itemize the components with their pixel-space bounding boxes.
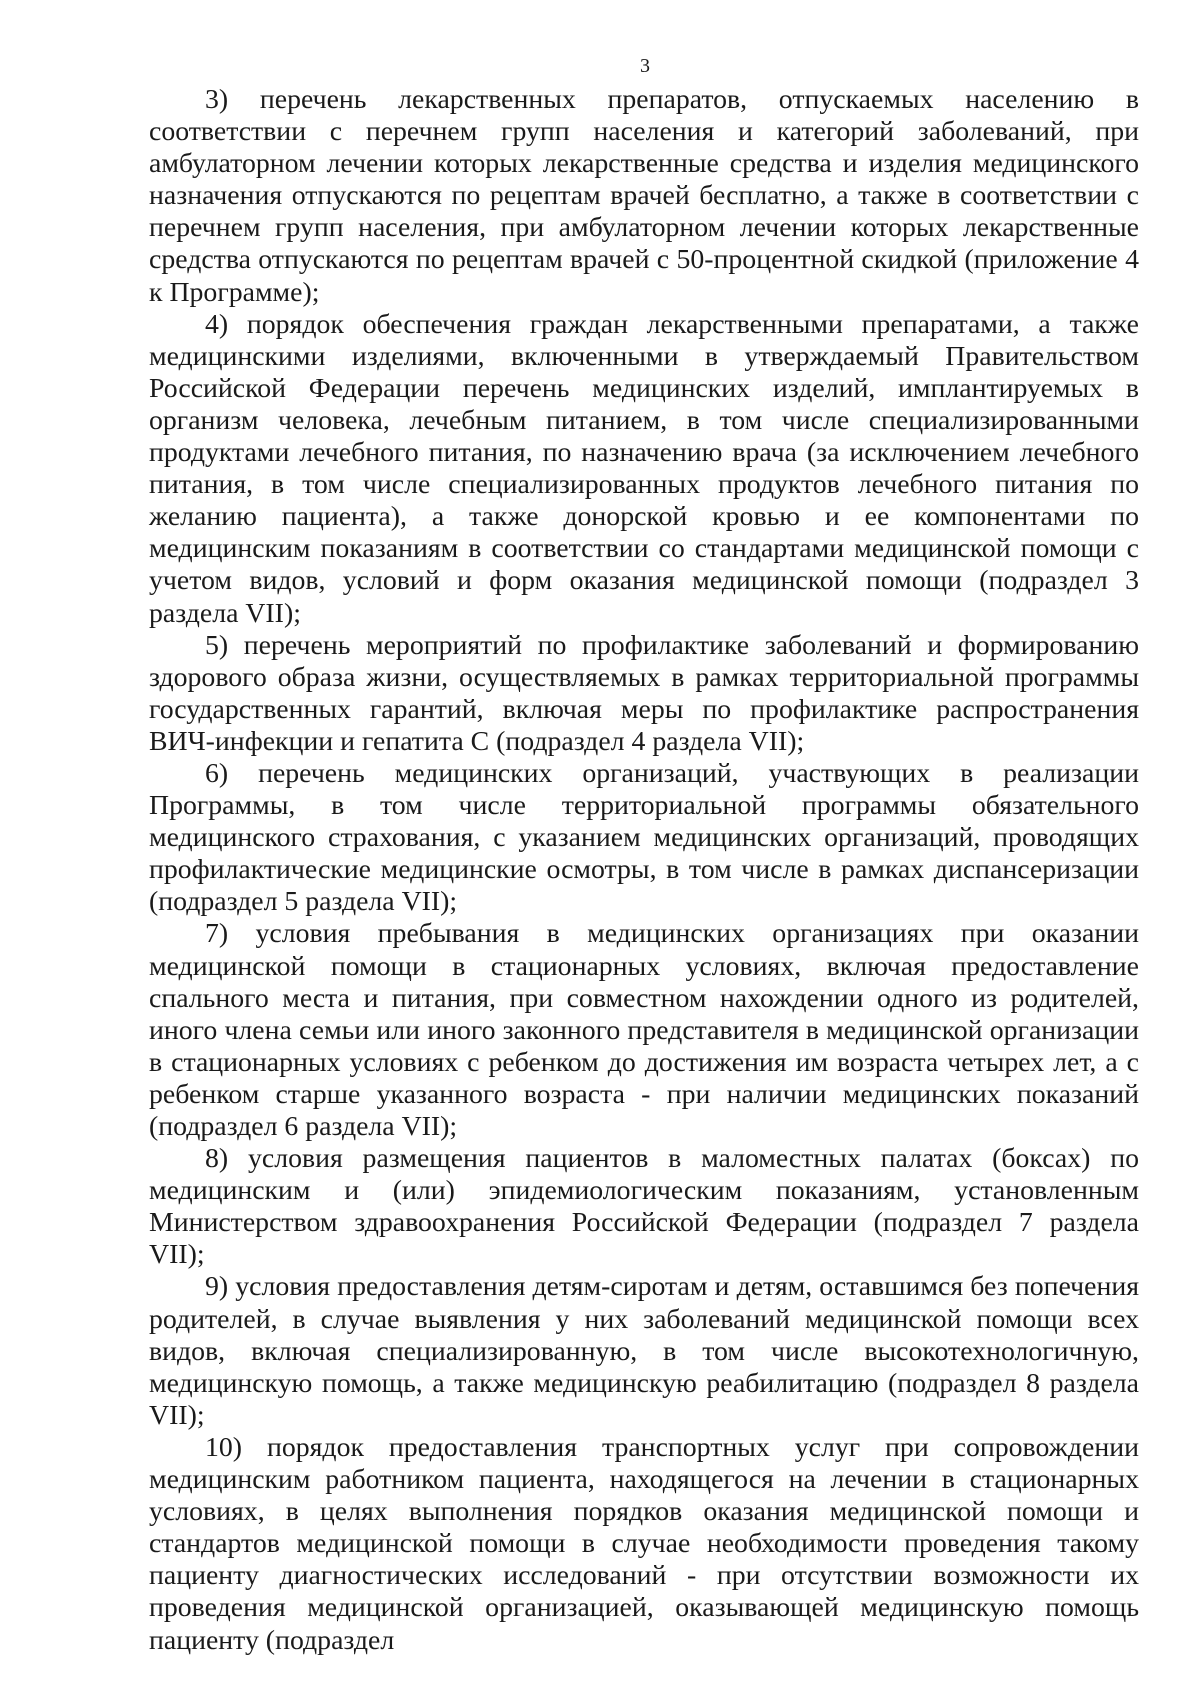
paragraph-item-3: 3) перечень лекарственных препаратов, отпускаемых населению в соответствии с перечнем групп населения и категорий заболеваний, при амбулаторном лечении которых лекарственные средства и изделия медицинского назначения отпускаются по рецептам врачей бесплатно, а также в соответствии с перечнем групп населения, при амбулаторном лечении которых лекарственные средства отпускаются по рецептам врачей с 50-процентной скидкой (приложение 4 к Программе); bbox=[149, 84, 1139, 308]
paragraph-item-6: 6) перечень медицинских организаций, участвующих в реализации Программы, в том числе территориальной программы обязательного медицинского страхования, с указанием медицинских организаций, проводящих профилактические медицинские осмотры, в том числе в рамках диспансеризации (подраздел 5 раздела VII); bbox=[149, 757, 1139, 918]
paragraph-item-4: 4) порядок обеспечения граждан лекарственными препаратами, а также медицинскими изделиями, включенными в утверждаемый Правительством Российской Федерации перечень медицинских изделий, имплантируемых в организм человека, лечебным питанием, в том числе специализированными продуктами лечебного питания, по назначению врача (за исключением лечебного питания, в том числе специализированных продуктов лечебного питания по желанию пациента), а также донорской кровью и ее компонентами по медицинским показаниям в соответствии со стандартами медицинской помощи с учетом видов, условий и форм оказания медицинской помощи (подраздел 3 раздела VII); bbox=[149, 308, 1139, 629]
paragraph-item-5: 5) перечень мероприятий по профилактике заболеваний и формированию здорового образа жизни, осуществляемых в рамках территориальной программы государственных гарантий, включая меры по профилактике распространения ВИЧ-инфекции и гепатита С (подраздел 4 раздела VII); bbox=[149, 629, 1139, 757]
page-number: 3 bbox=[640, 55, 650, 77]
paragraph-item-9: 9) условия предоставления детям-сиротам и детям, оставшимся без попечения родителей, в случае выявления у них заболеваний медицинской помощи всех видов, включая специализированную, в том числе высокотехнологичную, медицинскую помощь, а также медицинскую реабилитацию (подраздел 8 раздела VII); bbox=[149, 1271, 1139, 1431]
paragraph-item-8: 8) условия размещения пациентов в маломестных палатах (боксах) по медицинским и (или) эпидемиологическим показаниям, установленным Министерством здравоохранения Российской Федерации (подраздел 7 раздела VII); bbox=[149, 1143, 1139, 1271]
document-body bbox=[149, 84, 1139, 1657]
paragraph-item-10: 10) порядок предоставления транспортных услуг при сопровождении медицинским работником пациента, находящегося на лечении в стационарных условиях, в целях выполнения порядков оказания медицинской помощи и стандартов медицинской помощи в случае необходимости проведения такому пациенту диагностических исследований - при отсутствии возможности их проведения медицинской организацией, оказывающей медицинскую помощь пациенту (подраздел bbox=[149, 1431, 1139, 1656]
paragraph-item-7: 7) условия пребывания в медицинских организациях при оказании медицинской помощи в стационарных условиях, включая предоставление спального места и питания, при совместном нахождении одного из родителей, иного члена семьи или иного законного представителя в медицинской организации в стационарных условиях с ребенком до достижения им возраста четырех лет, а с ребенком старше указанного возраста - при наличии медицинских показаний (подраздел 6 раздела VII); bbox=[149, 918, 1139, 1142]
